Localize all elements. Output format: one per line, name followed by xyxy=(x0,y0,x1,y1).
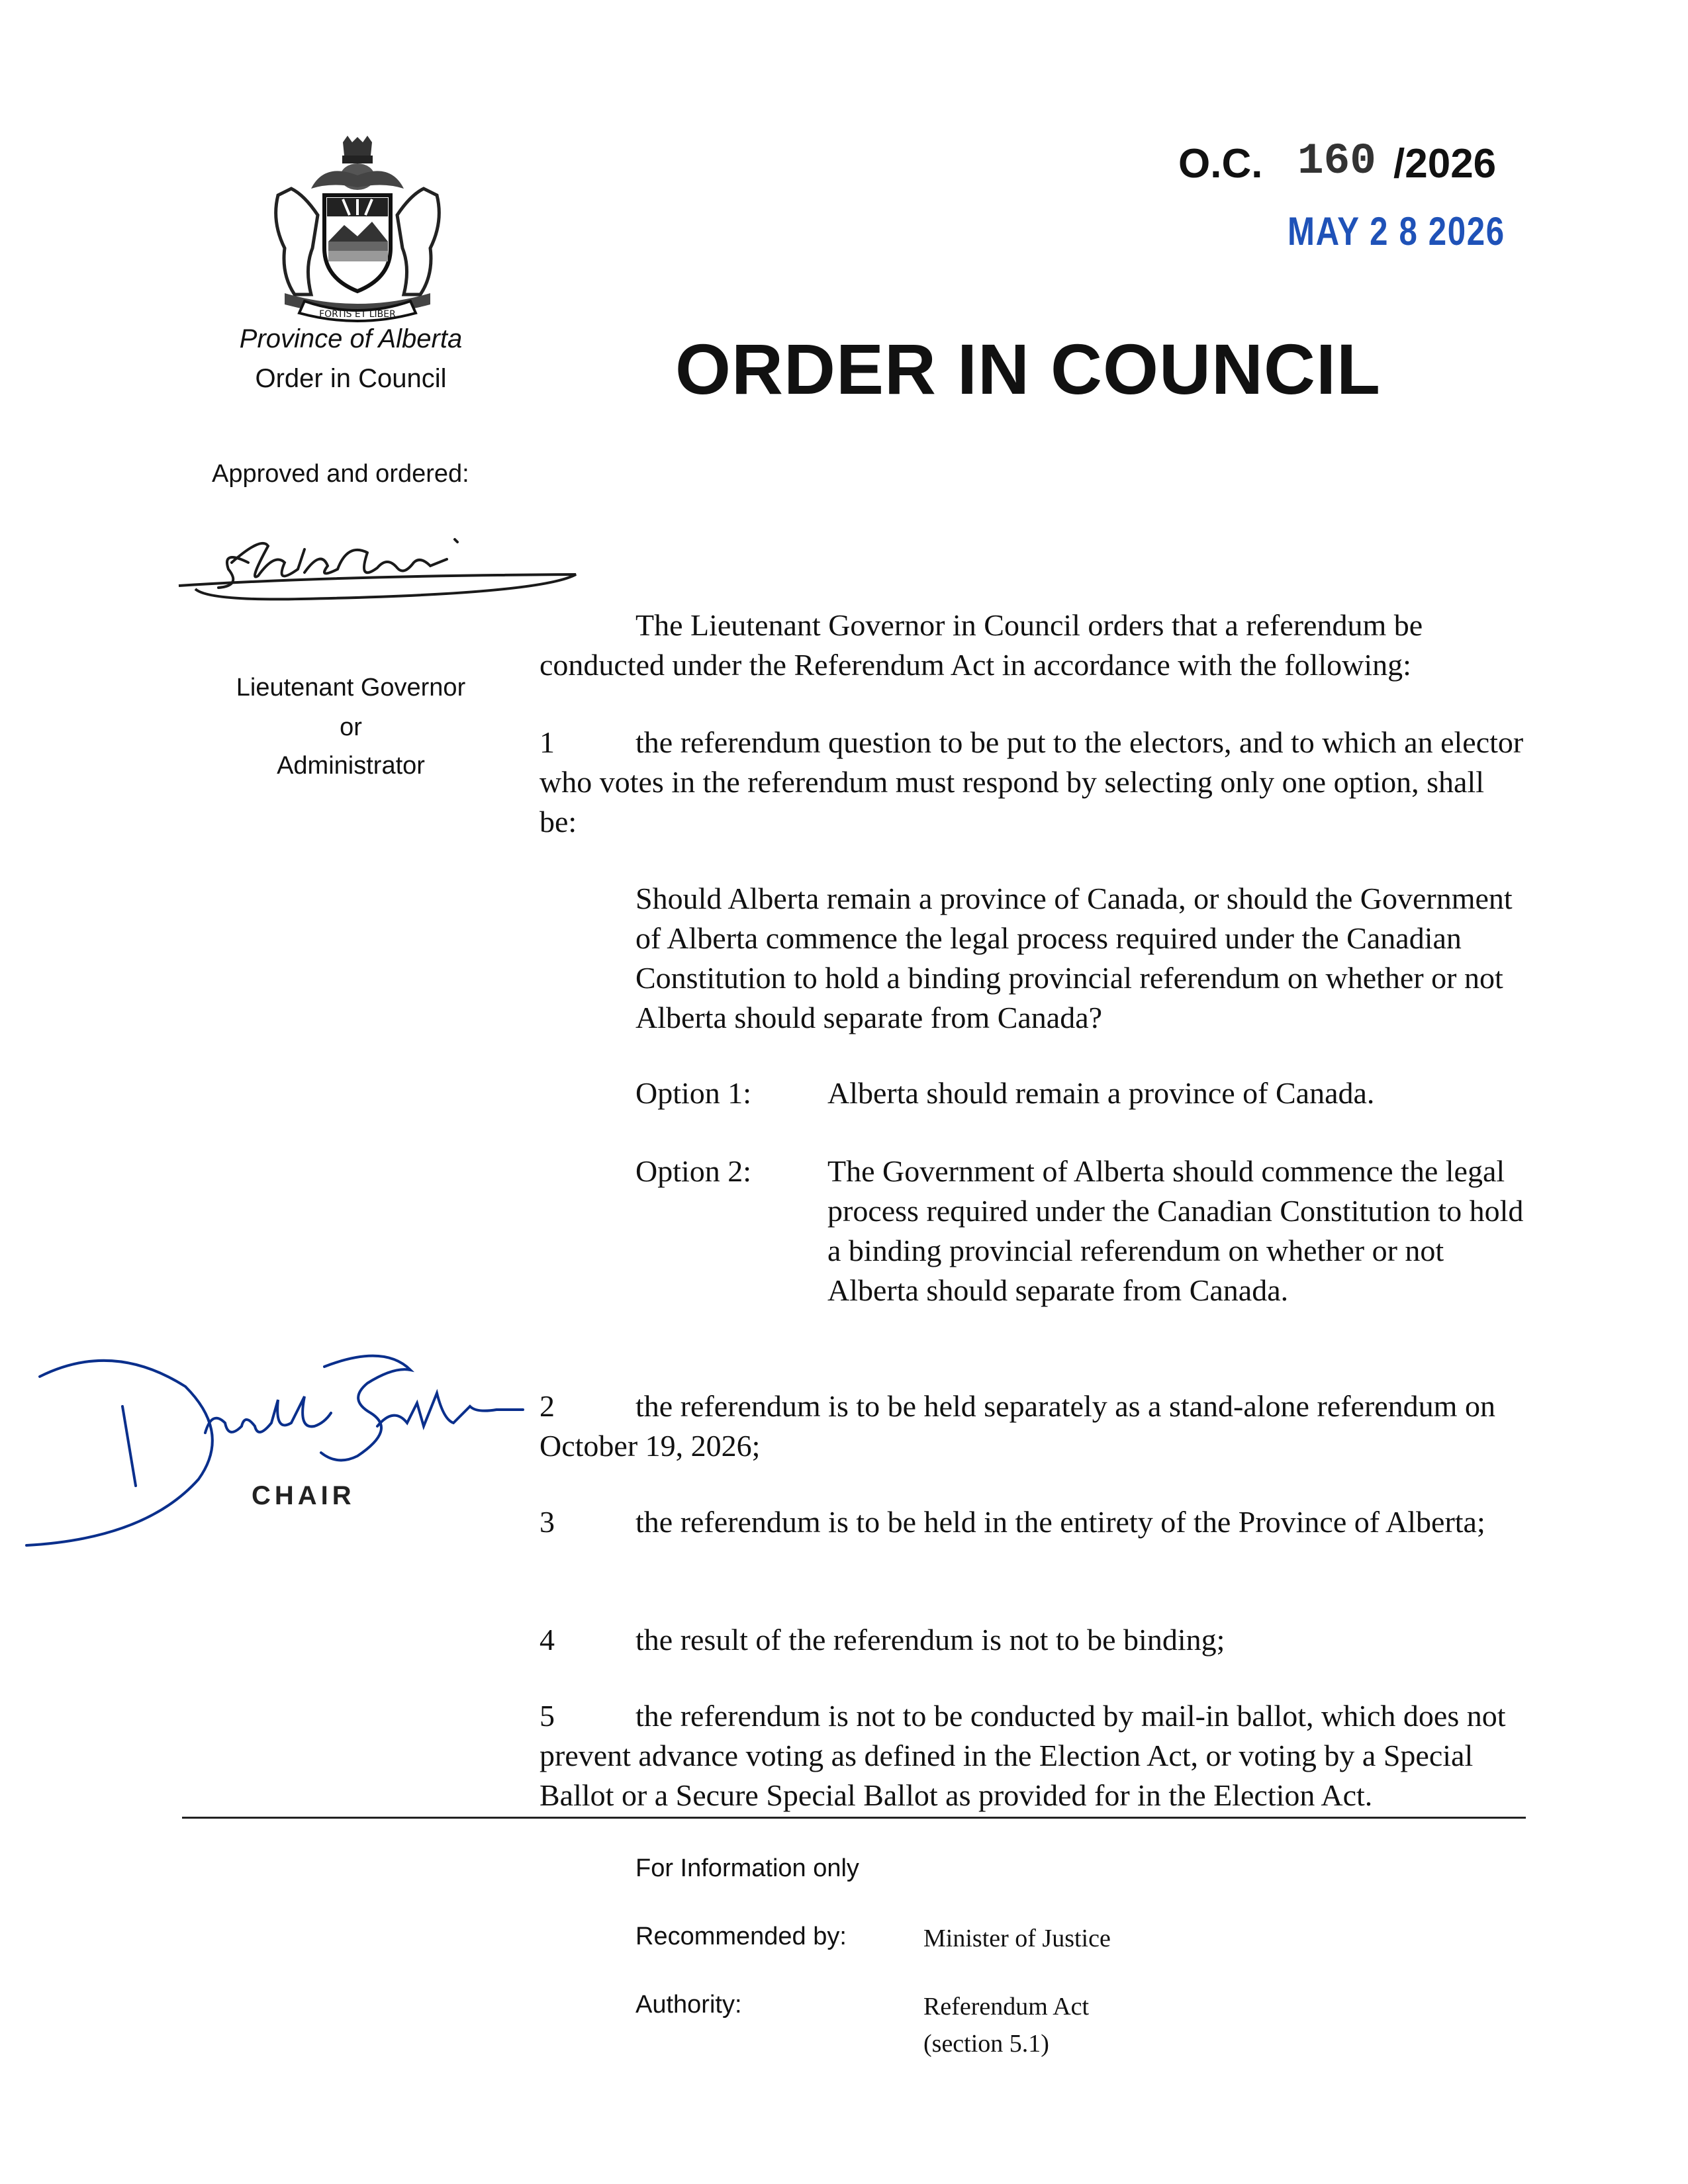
item-number: 5 xyxy=(539,1699,555,1733)
item-number: 1 xyxy=(539,725,555,759)
option-text: The Government of Alberta should commence the legal process required under the Canadian Constitution to hold a binding provincial referendum on whether or not Alberta should separate from Canada. xyxy=(827,1154,1524,1307)
recommended-by-label: Recommended by: xyxy=(635,1923,847,1950)
item-number: 3 xyxy=(539,1505,555,1539)
option-label: Option 1: xyxy=(635,1076,752,1110)
item-text: the referendum is to be held in the entirety of the Province of Alberta; xyxy=(635,1505,1485,1539)
divider-line xyxy=(182,1817,1526,1819)
item-text: the referendum is not to be conducted by mail-in ballot, which does not prevent advance voting as defined in the Election Act, or voting by a Special Ballot or a Secure Special Ballot as provided for in the Election Act. xyxy=(539,1699,1506,1812)
intro-paragraph: The Lieutenant Governor in Council orders that a referendum be conducted under the Referendum Act in accordance with the following: xyxy=(539,608,1423,682)
numbered-item-1 xyxy=(539,723,1526,842)
item-text: the referendum is to be held separately as a stand-alone referendum on October 19, 2026; xyxy=(539,1389,1495,1463)
page-title: ORDER IN COUNCIL xyxy=(675,329,1381,409)
chair-label: CHAIR xyxy=(252,1481,355,1510)
chair-signature xyxy=(13,1347,530,1585)
date-stamp: MAY 2 8 2026 xyxy=(1288,209,1505,253)
authority-section: (section 5.1) xyxy=(923,2030,1049,2058)
numbered-item-3 xyxy=(539,1502,1526,1542)
numbered-item-2 xyxy=(539,1387,1526,1466)
item-text: the result of the referendum is not to be binding; xyxy=(635,1623,1225,1657)
item-number: 4 xyxy=(539,1623,555,1657)
option-1 xyxy=(635,1073,1526,1113)
province-subtitle: Order in Council xyxy=(255,364,447,393)
oc-number: 160 xyxy=(1297,136,1376,186)
administrator-label: Administrator xyxy=(277,752,425,780)
approved-label: Approved and ordered: xyxy=(212,460,469,488)
oc-label: O.C. xyxy=(1178,141,1263,187)
numbered-item-4 xyxy=(539,1620,1526,1660)
info-only-label: For Information only xyxy=(635,1854,859,1882)
lieutenant-governor-signature xyxy=(169,523,592,609)
option-2 xyxy=(635,1152,1526,1310)
authority-value: Referendum Act xyxy=(923,1993,1090,2021)
option-label: Option 2: xyxy=(635,1154,752,1188)
or-label: or xyxy=(340,713,362,741)
alberta-crest-icon xyxy=(265,136,450,324)
oc-year: /2026 xyxy=(1393,141,1497,187)
option-text: Alberta should remain a province of Canada. xyxy=(827,1076,1375,1110)
recommended-by-value: Minister of Justice xyxy=(923,1925,1111,1952)
svg-text:FORTIS ET LIBER: FORTIS ET LIBER xyxy=(319,309,396,320)
authority-label: Authority: xyxy=(635,1991,742,2019)
lieutenant-governor-label: Lieutenant Governor xyxy=(236,674,466,702)
province-name: Province of Alberta xyxy=(239,324,463,353)
item-text: the referendum question to be put to the electors, and to which an elector who votes in the referendum must respond by selecting only one option, shall be: xyxy=(539,725,1524,839)
referendum-question: Should Alberta remain a province of Canada, or should the Government of Alberta commence the legal process required under the Canadian Constitution to hold a binding provincial referendum on whether or not Alberta should separate from Canada? xyxy=(635,882,1513,1034)
numbered-item-5 xyxy=(539,1696,1526,1815)
item-number: 2 xyxy=(539,1389,555,1423)
